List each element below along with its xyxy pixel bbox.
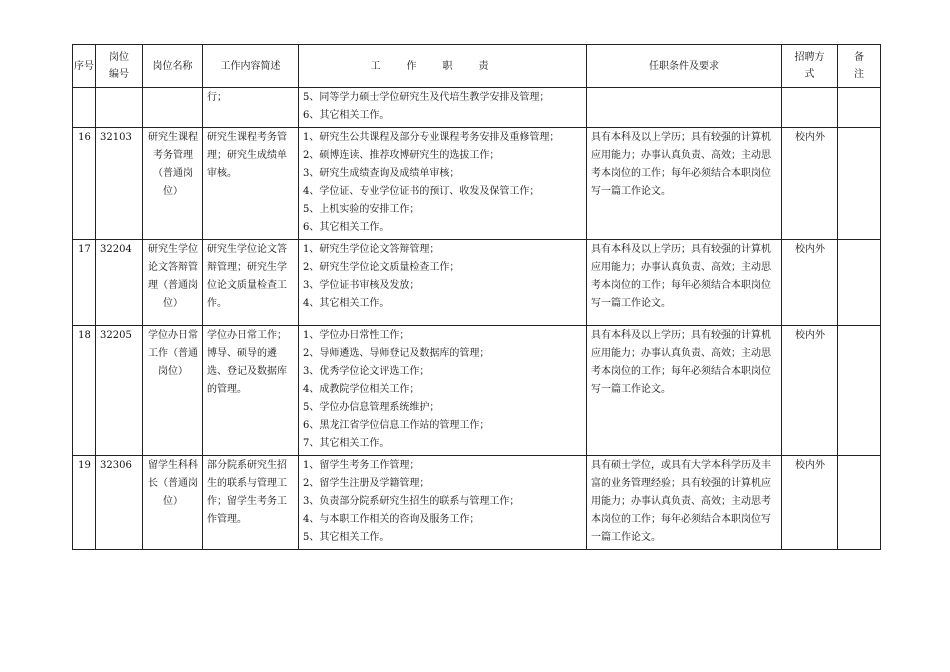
duties-cell: 5、同等学力硕士学位研究生及代培生教学安排及管理； 6、其它相关工作。 (299, 88, 587, 128)
remark-cell (838, 240, 881, 326)
name-cell: 研究生课程考务管理（普通岗位） (143, 128, 203, 240)
header-code: 岗位编号 (96, 45, 143, 88)
header-duties: 工作职责 (299, 45, 587, 88)
summary-cell: 行； (203, 88, 299, 128)
table-row (73, 240, 881, 326)
table-row-continuation (73, 88, 881, 128)
remark-cell (838, 326, 881, 456)
code-cell: 32103 (96, 128, 143, 240)
header-summary: 工作内容简述 (203, 45, 299, 88)
recruit-cell: 校内外 (782, 240, 838, 326)
table-row (73, 326, 881, 456)
duties-cell: 1、研究生公共课程及部分专业课程考务安排及重修管理； 2、硕博连读、推荐攻博研究生的选拔工作； 3、研究生成绩查询及成绩单审核； 4、学位证、专业学位证书的预订、收发及保管工作； 5、上机实验的安排工作； 6、其它相关工作。 (299, 128, 587, 240)
name-cell: 研究生学位论文答辩管理（普通岗位） (143, 240, 203, 326)
table-row (73, 456, 881, 550)
summary-cell: 部分院系研究生招生的联系与管理工作；留学生考务工作管理。 (203, 456, 299, 550)
header-name: 岗位名称 (143, 45, 203, 88)
header-no: 序号 (73, 45, 96, 88)
no-cell: 16 (73, 128, 96, 240)
header-remark: 备注 (838, 45, 881, 88)
header-requirements: 任职条件及要求 (587, 45, 782, 88)
duties-cell: 1、留学生考务工作管理； 2、留学生注册及学籍管理； 3、负责部分院系研究生招生的联系与管理工作； 4、与本职工作相关的咨询及服务工作； 5、其它相关工作。 (299, 456, 587, 550)
duties-cell: 1、研究生学位论文答辩管理； 2、研究生学位论文质量检查工作； 3、学位证书审核及发放； 4、其它相关工作。 (299, 240, 587, 326)
remark-cell (838, 456, 881, 550)
requirements-cell: 具有本科及以上学历；具有较强的计算机应用能力；办事认真负责、高效；主动思考本岗位的工作；每年必须结合本职岗位写一篇工作论文。 (587, 326, 782, 456)
no-cell: 17 (73, 240, 96, 326)
code-cell: 32205 (96, 326, 143, 456)
job-table (72, 44, 881, 550)
requirements-cell: 具有本科及以上学历；具有较强的计算机应用能力；办事认真负责、高效；主动思考本岗位的工作；每年必须结合本职岗位写一篇工作论文。 (587, 240, 782, 326)
name-cell: 留学生科科长（普通岗位） (143, 456, 203, 550)
summary-cell: 研究生课程考务管理；研究生成绩单审核。 (203, 128, 299, 240)
recruit-cell: 校内外 (782, 128, 838, 240)
table-row (73, 128, 881, 240)
no-cell: 18 (73, 326, 96, 456)
requirements-cell: 具有本科及以上学历；具有较强的计算机应用能力；办事认真负责、高效；主动思考本岗位的工作；每年必须结合本职岗位写一篇工作论文。 (587, 128, 782, 240)
recruit-cell: 校内外 (782, 456, 838, 550)
code-cell: 32306 (96, 456, 143, 550)
duties-cell: 1、学位办日常性工作； 2、导师遴选、导师登记及数据库的管理； 3、优秀学位论文评选工作； 4、成教院学位相关工作； 5、学位办信息管理系统维护； 6、黑龙江省学位信息工作站的管理工作； 7、其它相关工作。 (299, 326, 587, 456)
requirements-cell: 具有硕士学位，或具有大学本科学历及丰富的业务管理经验；具有较强的计算机应用能力；办事认真负责、高效；主动思考本岗位的工作；每年必须结合本职岗位写一篇工作论文。 (587, 456, 782, 550)
remark-cell (838, 128, 881, 240)
name-cell: 学位办日常工作（普通岗位） (143, 326, 203, 456)
no-cell: 19 (73, 456, 96, 550)
recruit-cell: 校内外 (782, 326, 838, 456)
header-row (73, 45, 881, 88)
header-recruit: 招聘方式 (782, 45, 838, 88)
summary-cell: 研究生学位论文答辩管理；研究生学位论文质量检查工作。 (203, 240, 299, 326)
summary-cell: 学位办日常工作；博导、硕导的遴选、登记及数据库的管理。 (203, 326, 299, 456)
code-cell: 32204 (96, 240, 143, 326)
